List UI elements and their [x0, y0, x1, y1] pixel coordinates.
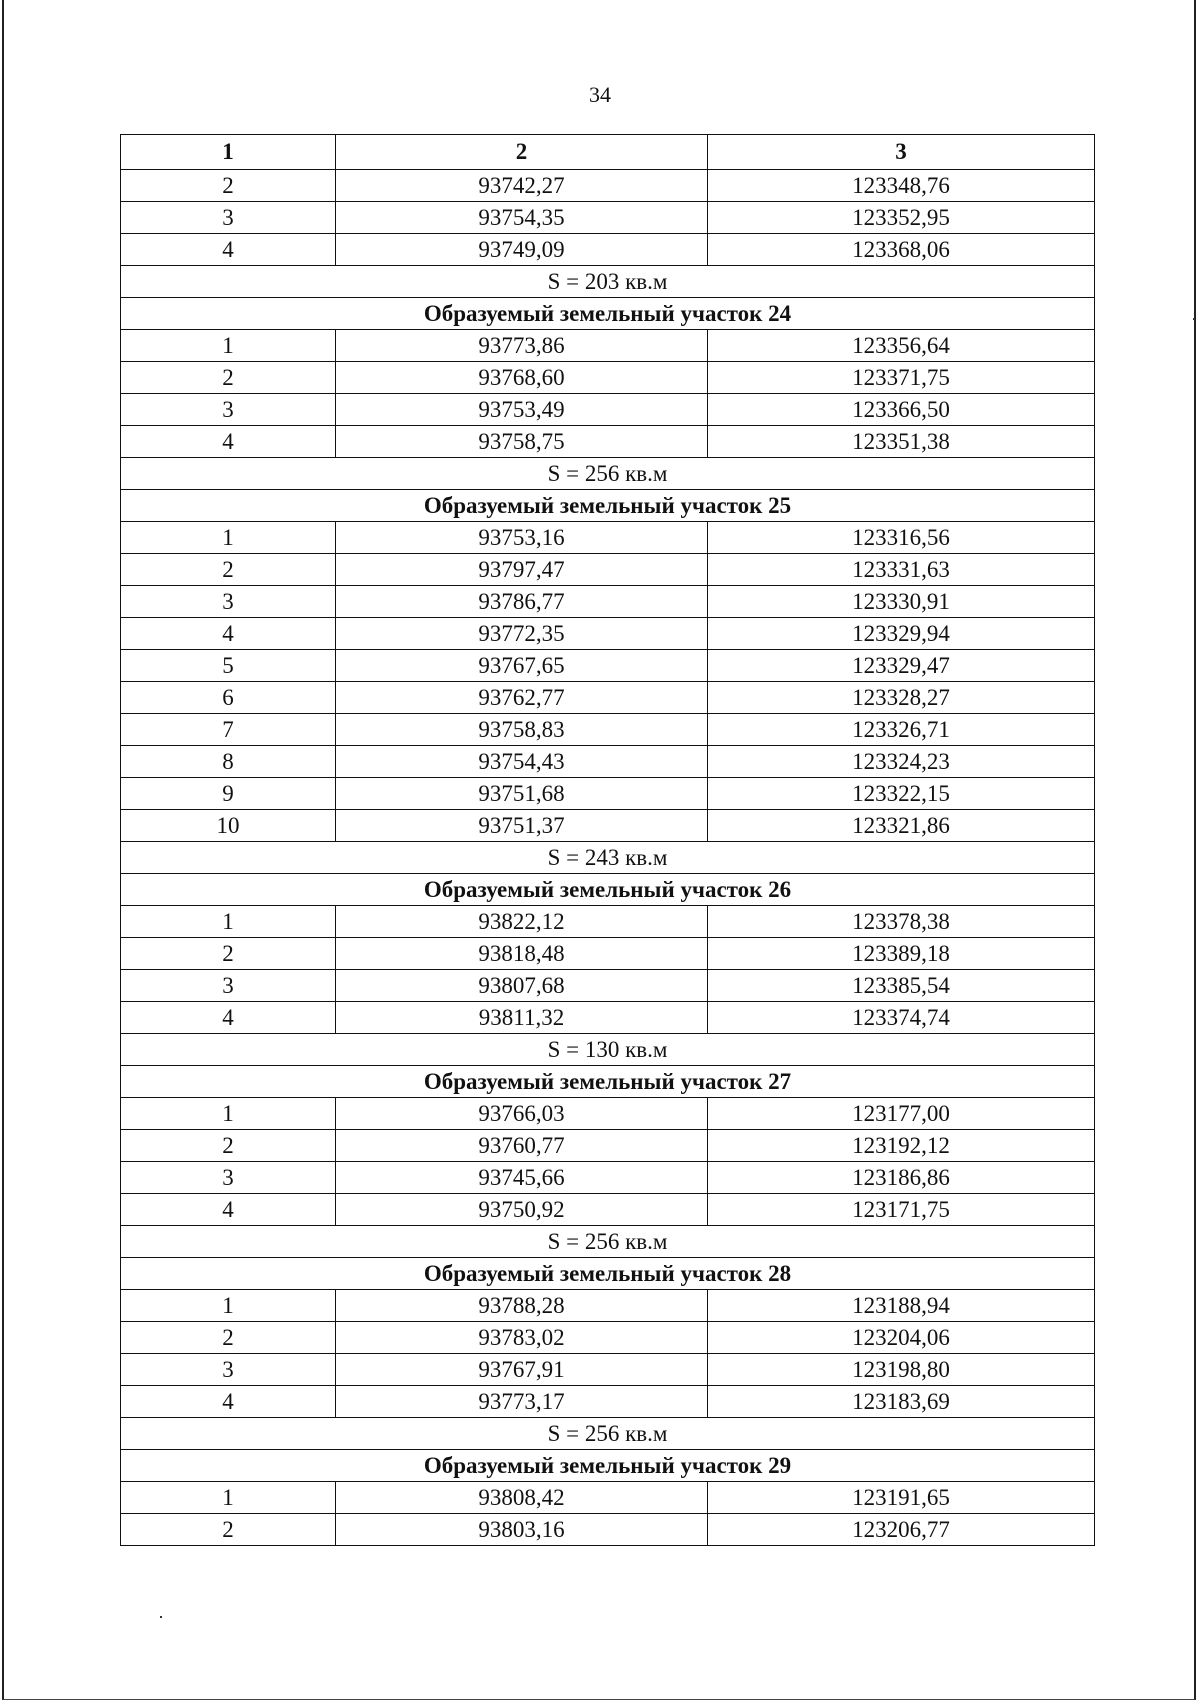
x-coordinate-cell: 93808,42	[336, 1482, 708, 1514]
y-coordinate-cell: 123191,65	[708, 1482, 1095, 1514]
point-number-cell: 4	[121, 1386, 336, 1418]
x-coordinate-cell: 93745,66	[336, 1162, 708, 1194]
section-title-row	[121, 1450, 1095, 1482]
x-coordinate-cell: 93773,17	[336, 1386, 708, 1418]
y-coordinate-cell: 123385,54	[708, 970, 1095, 1002]
y-coordinate-cell: 123171,75	[708, 1194, 1095, 1226]
point-number-cell: 5	[121, 650, 336, 682]
section-title-row	[121, 298, 1095, 330]
area-value: S = 243 кв.м	[121, 842, 1095, 874]
y-coordinate-cell: 123366,50	[708, 394, 1095, 426]
y-coordinate-cell: 123177,00	[708, 1098, 1095, 1130]
point-number-cell: 4	[121, 618, 336, 650]
point-number-cell: 4	[121, 1002, 336, 1034]
section-title: Образуемый земельный участок 27	[121, 1066, 1095, 1098]
x-coordinate-cell: 93762,77	[336, 682, 708, 714]
x-coordinate-cell: 93750,92	[336, 1194, 708, 1226]
scan-speck	[160, 1616, 162, 1618]
point-number-cell: 3	[121, 1354, 336, 1386]
y-coordinate-cell: 123206,77	[708, 1514, 1095, 1546]
y-coordinate-cell: 123389,18	[708, 938, 1095, 970]
section-title: Образуемый земельный участок 26	[121, 874, 1095, 906]
x-coordinate-cell: 93758,75	[336, 426, 708, 458]
point-number-cell: 3	[121, 970, 336, 1002]
x-coordinate-cell: 93760,77	[336, 1130, 708, 1162]
y-coordinate-cell: 123352,95	[708, 202, 1095, 234]
table-row	[121, 650, 1095, 682]
header-col-3: 3	[708, 135, 1095, 170]
y-coordinate-cell: 123368,06	[708, 234, 1095, 266]
table-row	[121, 810, 1095, 842]
table-row	[121, 1386, 1095, 1418]
point-number-cell: 8	[121, 746, 336, 778]
y-coordinate-cell: 123351,38	[708, 426, 1095, 458]
point-number-cell: 1	[121, 906, 336, 938]
table-row	[121, 202, 1095, 234]
x-coordinate-cell: 93753,16	[336, 522, 708, 554]
point-number-cell: 2	[121, 938, 336, 970]
x-coordinate-cell: 93767,91	[336, 1354, 708, 1386]
table-row	[121, 906, 1095, 938]
point-number-cell: 1	[121, 330, 336, 362]
header-row	[121, 135, 1095, 170]
table-row	[121, 426, 1095, 458]
table-row	[121, 362, 1095, 394]
table-row	[121, 778, 1095, 810]
table-row	[121, 1482, 1095, 1514]
point-number-cell: 3	[121, 1162, 336, 1194]
table-row	[121, 714, 1095, 746]
point-number-cell: 9	[121, 778, 336, 810]
area-row	[121, 1226, 1095, 1258]
table-row	[121, 1130, 1095, 1162]
x-coordinate-cell: 93749,09	[336, 234, 708, 266]
area-value: S = 256 кв.м	[121, 458, 1095, 490]
table-row	[121, 394, 1095, 426]
x-coordinate-cell: 93754,43	[336, 746, 708, 778]
x-coordinate-cell: 93788,28	[336, 1290, 708, 1322]
area-row	[121, 1034, 1095, 1066]
y-coordinate-cell: 123331,63	[708, 554, 1095, 586]
table-row	[121, 618, 1095, 650]
point-number-cell: 1	[121, 1098, 336, 1130]
area-row	[121, 458, 1095, 490]
section-title: Образуемый земельный участок 25	[121, 490, 1095, 522]
section-title-row	[121, 1066, 1095, 1098]
table-row	[121, 1162, 1095, 1194]
point-number-cell: 1	[121, 1482, 336, 1514]
y-coordinate-cell: 123198,80	[708, 1354, 1095, 1386]
header-col-2: 2	[336, 135, 708, 170]
area-value: S = 256 кв.м	[121, 1418, 1095, 1450]
table-row	[121, 586, 1095, 618]
x-coordinate-cell: 93797,47	[336, 554, 708, 586]
point-number-cell: 3	[121, 202, 336, 234]
x-coordinate-cell: 93751,37	[336, 810, 708, 842]
point-number-cell: 6	[121, 682, 336, 714]
area-value: S = 130 кв.м	[121, 1034, 1095, 1066]
table-row	[121, 682, 1095, 714]
y-coordinate-cell: 123204,06	[708, 1322, 1095, 1354]
table-row	[121, 970, 1095, 1002]
point-number-cell: 2	[121, 1322, 336, 1354]
point-number-cell: 2	[121, 1130, 336, 1162]
y-coordinate-cell: 123324,23	[708, 746, 1095, 778]
point-number-cell: 4	[121, 1194, 336, 1226]
y-coordinate-cell: 123186,86	[708, 1162, 1095, 1194]
x-coordinate-cell: 93753,49	[336, 394, 708, 426]
point-number-cell: 7	[121, 714, 336, 746]
table-row	[121, 1002, 1095, 1034]
point-number-cell: 1	[121, 522, 336, 554]
table-row	[121, 1322, 1095, 1354]
point-number-cell: 3	[121, 394, 336, 426]
table-row	[121, 234, 1095, 266]
area-value: S = 256 кв.м	[121, 1226, 1095, 1258]
coordinates-table	[120, 134, 1095, 1546]
table-row	[121, 330, 1095, 362]
table-body	[121, 170, 1095, 1546]
x-coordinate-cell: 93803,16	[336, 1514, 708, 1546]
y-coordinate-cell: 123374,74	[708, 1002, 1095, 1034]
area-row	[121, 1418, 1095, 1450]
section-title: Образуемый земельный участок 29	[121, 1450, 1095, 1482]
y-coordinate-cell: 123192,12	[708, 1130, 1095, 1162]
x-coordinate-cell: 93742,27	[336, 170, 708, 202]
point-number-cell: 2	[121, 1514, 336, 1546]
point-number-cell: 2	[121, 554, 336, 586]
y-coordinate-cell: 123188,94	[708, 1290, 1095, 1322]
table-row	[121, 170, 1095, 202]
table-row	[121, 746, 1095, 778]
section-title-row	[121, 1258, 1095, 1290]
point-number-cell: 2	[121, 362, 336, 394]
section-title: Образуемый земельный участок 28	[121, 1258, 1095, 1290]
y-coordinate-cell: 123321,86	[708, 810, 1095, 842]
x-coordinate-cell: 93772,35	[336, 618, 708, 650]
x-coordinate-cell: 93751,68	[336, 778, 708, 810]
table-row	[121, 1354, 1095, 1386]
y-coordinate-cell: 123328,27	[708, 682, 1095, 714]
area-row	[121, 266, 1095, 298]
point-number-cell: 2	[121, 170, 336, 202]
section-title-row	[121, 874, 1095, 906]
table-row	[121, 522, 1095, 554]
section-title-row	[121, 490, 1095, 522]
area-row	[121, 842, 1095, 874]
table-row	[121, 1514, 1095, 1546]
x-coordinate-cell: 93773,86	[336, 330, 708, 362]
y-coordinate-cell: 123356,64	[708, 330, 1095, 362]
point-number-cell: 4	[121, 234, 336, 266]
header-col-1: 1	[121, 135, 336, 170]
y-coordinate-cell: 123348,76	[708, 170, 1095, 202]
x-coordinate-cell: 93758,83	[336, 714, 708, 746]
point-number-cell: 3	[121, 586, 336, 618]
x-coordinate-cell: 93786,77	[336, 586, 708, 618]
point-number-cell: 1	[121, 1290, 336, 1322]
y-coordinate-cell: 123378,38	[708, 906, 1095, 938]
table-row	[121, 1194, 1095, 1226]
x-coordinate-cell: 93811,32	[336, 1002, 708, 1034]
x-coordinate-cell: 93754,35	[336, 202, 708, 234]
table-row	[121, 1290, 1095, 1322]
y-coordinate-cell: 123329,47	[708, 650, 1095, 682]
y-coordinate-cell: 123326,71	[708, 714, 1095, 746]
table-row	[121, 1098, 1095, 1130]
point-number-cell: 10	[121, 810, 336, 842]
y-coordinate-cell: 123371,75	[708, 362, 1095, 394]
x-coordinate-cell: 93822,12	[336, 906, 708, 938]
y-coordinate-cell: 123183,69	[708, 1386, 1095, 1418]
scan-speck	[1193, 318, 1195, 320]
x-coordinate-cell: 93767,65	[336, 650, 708, 682]
y-coordinate-cell: 123330,91	[708, 586, 1095, 618]
table-row	[121, 554, 1095, 586]
table-row	[121, 938, 1095, 970]
x-coordinate-cell: 93807,68	[336, 970, 708, 1002]
point-number-cell: 4	[121, 426, 336, 458]
y-coordinate-cell: 123316,56	[708, 522, 1095, 554]
x-coordinate-cell: 93768,60	[336, 362, 708, 394]
section-title: Образуемый земельный участок 24	[121, 298, 1095, 330]
y-coordinate-cell: 123322,15	[708, 778, 1095, 810]
page-number: 34	[589, 82, 611, 107]
table-header	[121, 135, 1095, 170]
area-value: S = 203 кв.м	[121, 266, 1095, 298]
x-coordinate-cell: 93818,48	[336, 938, 708, 970]
y-coordinate-cell: 123329,94	[708, 618, 1095, 650]
x-coordinate-cell: 93766,03	[336, 1098, 708, 1130]
x-coordinate-cell: 93783,02	[336, 1322, 708, 1354]
